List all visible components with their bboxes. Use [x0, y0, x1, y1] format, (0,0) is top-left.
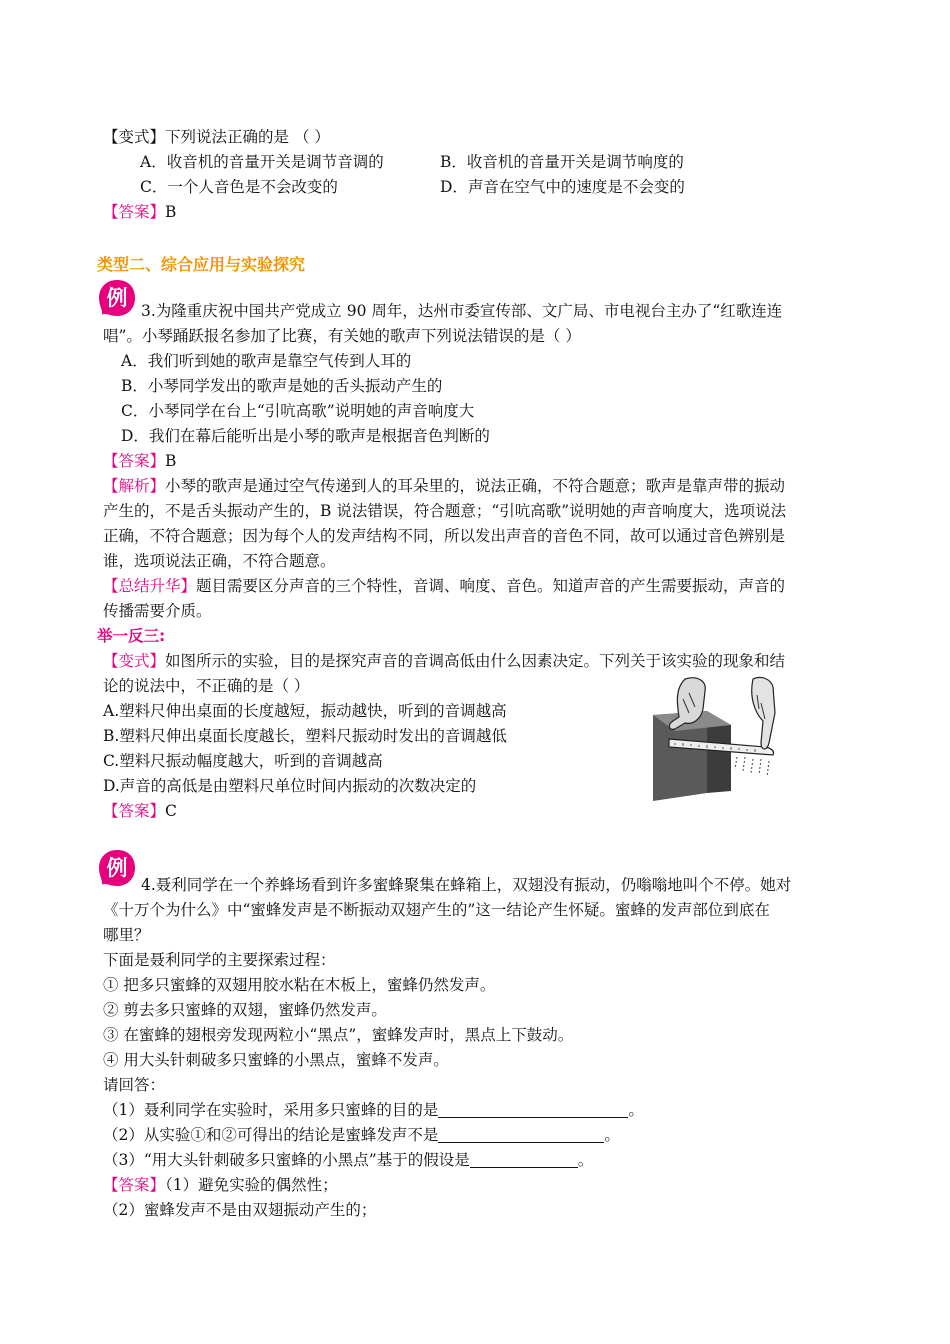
- q4-subquestion-1: [103, 1098, 644, 1122]
- variant-question-1: [103, 125, 330, 149]
- q3-answer-line: [103, 449, 176, 473]
- q4-stem-line-1: 4.聂利同学在一个养蜂场看到许多蜜蜂聚集在蜂箱上，双翅没有振动，仍嗡嗡地叫个不停。她对: [141, 876, 792, 894]
- variant2-answer-line: [103, 799, 177, 823]
- q3-summary-line-2: 传播需要介质。: [103, 602, 212, 620]
- subquestion-text: （2）从实验①和②可得出的结论是蜜蜂发声不是: [103, 1126, 439, 1144]
- answer-tag: 【答案】: [103, 802, 166, 820]
- q4-subquestion-2: [103, 1123, 620, 1147]
- q3-analysis-line-3: 正确，不符合题意；因为每个人的发声结构不同，所以发出声音的音色不同，故可以通过音色辨别是: [103, 527, 786, 545]
- answer-tag: 【答案】: [103, 1176, 166, 1194]
- q4-step-2: ② 剪去多只蜜蜂的双翅，蜜蜂仍然发声。: [103, 1001, 387, 1019]
- q3-option-b: B．小琴同学发出的歌声是她的舌头振动产生的: [121, 377, 443, 395]
- q3-option-a: A．我们听到她的歌声是靠空气传到人耳的: [121, 352, 412, 370]
- ruler-vibration-figure: [645, 673, 790, 813]
- answer-tag: 【答案】: [103, 452, 166, 470]
- q4-answer-line-1: [103, 1173, 338, 1197]
- practice-heading: 举一反三:: [97, 627, 166, 645]
- answer-value: B: [165, 452, 177, 470]
- q4-answer-line-2: （2）蜜蜂发声不是由双翅振动产生的；: [103, 1201, 377, 1219]
- answer-blank[interactable]: [438, 1101, 628, 1118]
- q3-stem-line-1: 3.为隆重庆祝中国共产党成立 90 周年，达州市委宣传部、文广局、市电视台主办了“红歌连连: [141, 302, 783, 320]
- q4-process-intro: 下面是聂利同学的主要探索过程：: [103, 951, 336, 969]
- analysis-tag: 【解析】: [103, 477, 166, 495]
- variant2-option-d: D.声音的高低是由塑料尺单位时间内振动的次数决定的: [103, 777, 477, 795]
- q4-stem-line-2: 《十万个为什么》中“蜜蜂发声是不断振动双翅产生的”这一结论产生怀疑。蜜蜂的发声部位到底在: [103, 901, 770, 919]
- period: 。: [604, 1126, 620, 1144]
- option-b: B．收音机的音量开关是调节响度的: [440, 153, 684, 171]
- q4-step-3: ③ 在蜜蜂的翅根旁发现两粒小“黑点”，蜜蜂发声时，黑点上下鼓动。: [103, 1026, 574, 1044]
- variant-tag: 【变式】: [103, 128, 166, 146]
- q4-please-answer: 请回答：: [103, 1076, 166, 1094]
- q3-analysis-line-4: 谁，选项说法正确，不符合题意。: [103, 552, 336, 570]
- option-d: D．声音在空气中的速度是不会变的: [440, 178, 685, 196]
- variant2-option-b: B.塑料尺伸出桌面长度越长，塑料尺振动时发出的音调越低: [103, 727, 507, 745]
- q4-subquestion-3: [103, 1148, 593, 1172]
- q3-stem-line-2: 唱”。小琴踊跃报名参加了比赛，有关她的歌声下列说法错误的是（ ）: [103, 327, 581, 345]
- summary-tag: 【总结升华】: [103, 577, 197, 595]
- q4-step-4: ④ 用大头针刺破多只蜜蜂的小黑点，蜜蜂不发声。: [103, 1051, 449, 1069]
- q3-analysis-line-2: 产生的，不是舌头振动产生的，B 说法错误，符合题意；“引吭高歌”说明她的声音响度大，选项说法: [103, 502, 787, 520]
- variant2-stem-line-2: 论的说法中，不正确的是（ ）: [103, 677, 310, 695]
- answer-value: B: [165, 203, 177, 221]
- answer-line: [103, 200, 176, 224]
- analysis-text: 小琴的歌声是通过空气传递到人的耳朵里的，说法正确，不符合题意；歌声是靠声带的振动: [165, 477, 786, 495]
- q3-analysis-line-1: [103, 474, 785, 498]
- q3-option-c: C．小琴同学在台上“引吭高歌”说明她的声音响度大: [121, 402, 475, 420]
- variant2-option-a: A.塑料尺伸出桌面的长度越短，振动越快，听到的音调越高: [103, 702, 507, 720]
- answer-value: （1）避免实验的偶然性；: [165, 1176, 338, 1194]
- answer-value: C: [165, 802, 177, 820]
- option-a: A．收音机的音量开关是调节音调的: [140, 153, 384, 171]
- section-heading: 类型二、综合应用与实验探究: [97, 255, 306, 274]
- example-badge-label: 例: [106, 856, 128, 880]
- q4-step-1: ① 把多只蜜蜂的双翅用胶水粘在木板上，蜜蜂仍然发声。: [103, 976, 496, 994]
- question-stem: 下列说法正确的是 （ ）: [165, 128, 330, 146]
- answer-blank[interactable]: [470, 1151, 578, 1168]
- q3-summary-line-1: [103, 574, 785, 598]
- summary-text: 题目需要区分声音的三个特性，音调、响度、音色。知道声音的产生需要振动，声音的: [196, 577, 786, 595]
- period: 。: [577, 1151, 594, 1169]
- variant2-option-c: C.塑料尺振动幅度越大，听到的音调越高: [103, 752, 383, 770]
- option-c: C．一个人音色是不会改变的: [140, 178, 338, 196]
- answer-blank[interactable]: [438, 1126, 604, 1143]
- subquestion-text: （3）“用大头针刺破多只蜜蜂的小黑点”基于的假设是: [103, 1151, 470, 1169]
- subquestion-text: （1）聂利同学在实验时，采用多只蜜蜂的目的是: [103, 1101, 439, 1119]
- example-badge-label: 例: [106, 286, 128, 310]
- question-stem: 如图所示的实验，目的是探究声音的音调高低由什么因素决定。下列关于该实验的现象和结: [165, 652, 786, 670]
- answer-tag: 【答案】: [103, 203, 166, 221]
- variant-question-2: [103, 649, 785, 673]
- q3-option-d: D．我们在幕后能听出是小琴的歌声是根据音色判断的: [121, 427, 490, 445]
- variant-tag: 【变式】: [103, 652, 166, 670]
- example-badge-icon: [97, 278, 137, 318]
- q4-stem-line-3: 哪里？: [103, 926, 150, 944]
- period: 。: [628, 1101, 644, 1119]
- example-badge-icon: [97, 848, 137, 888]
